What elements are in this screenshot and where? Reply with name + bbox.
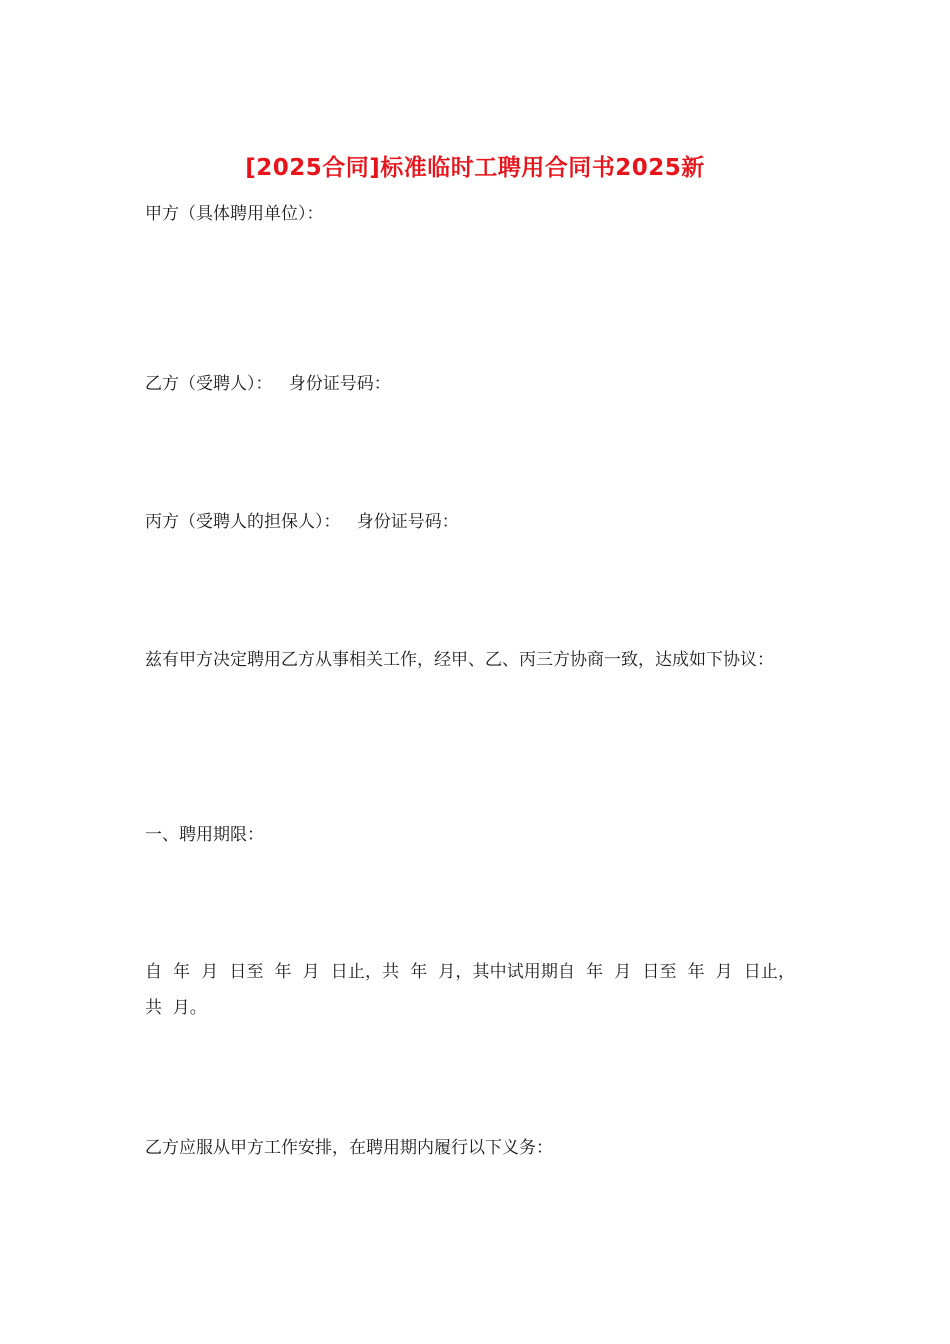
- party-b-line: 乙方（受聘人）： 身份证号码：: [145, 374, 391, 394]
- party-a-line: 甲方（具体聘用单位）：: [145, 204, 324, 224]
- document-title: [2025合同]标准临时工聘用合同书2025新: [245, 155, 705, 181]
- party-c-line: 丙方（受聘人的担保人）： 身份证号码：: [145, 512, 459, 532]
- section-heading-term: 一、聘用期限：: [145, 825, 264, 845]
- agreement-intro-paragraph: 兹有甲方决定聘用乙方从事相关工作，经甲、乙、丙三方协商一致，达成如下协议：: [145, 650, 774, 670]
- obligations-intro-line: 乙方应服从甲方工作安排，在聘用期内履行以下义务：: [145, 1138, 553, 1158]
- term-dates-paragraph: 自 年 月 日至 年 月 日止，共 年 月，其中试用期自 年 月 日至 年 月 日止，共 月。: [145, 962, 795, 1018]
